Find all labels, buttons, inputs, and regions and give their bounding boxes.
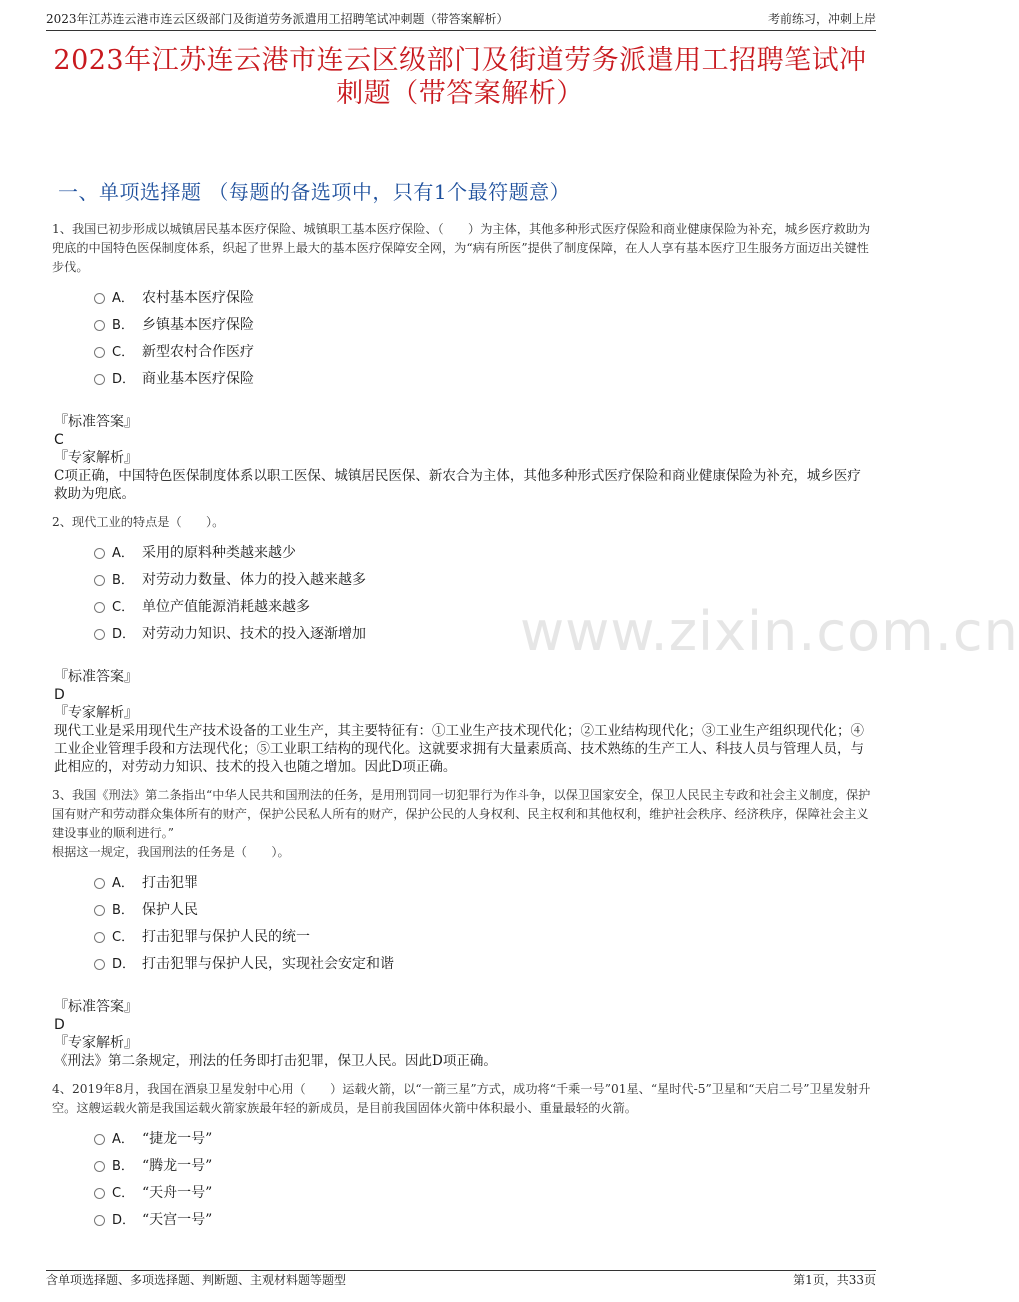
explanation-label: 『专家解析』 [54, 450, 138, 466]
footer-page-number: 第1页，共33页 [793, 1273, 876, 1287]
option-text: 打击犯罪 [142, 874, 198, 891]
option-d[interactable] [94, 619, 872, 646]
radio-button-icon[interactable] [94, 1215, 105, 1226]
option-a[interactable] [94, 283, 872, 310]
answer-block [52, 668, 872, 776]
question-stem: 1、我国已初步形成以城镇居民基本医疗保险、城镇职工基本医疗保险、（ ）为主体，其他多种形式医疗保险和商业健康保险为补充，城乡医疗救助为兜底的中国特色医保制度体系，织起了世界上最大的基本医疗保障安全网，为“病有所医”提供了制度保障，在人人享有基本医疗卫生服务方面迈出关键性步伐。 [52, 222, 871, 274]
option-text: 打击犯罪与保护人民的统一 [142, 928, 310, 945]
radio-button-icon[interactable] [94, 548, 105, 559]
explanation-label: 『专家解析』 [54, 1035, 138, 1051]
answer-label: 『标准答案』 [54, 999, 138, 1015]
option-b[interactable] [94, 565, 872, 592]
header-right-slogan: 考前练习，冲刺上岸 [767, 12, 876, 26]
radio-button-icon[interactable] [94, 1134, 105, 1145]
question-stem: 2、现代工业的特点是（ ）。 [52, 515, 225, 529]
option-d[interactable] [94, 364, 872, 391]
answer-block [52, 998, 872, 1070]
option-letter: C． [112, 600, 135, 615]
question-1 [52, 220, 872, 503]
option-list [94, 283, 872, 391]
header-left-title: 2023年江苏连云港市连云区级部门及街道劳务派遣用工招聘笔试冲刺题（带答案解析） [46, 12, 509, 26]
option-list [94, 868, 872, 976]
answer-label: 『标准答案』 [54, 414, 138, 430]
option-d[interactable] [94, 949, 872, 976]
explanation-text: 《刑法》第二条规定，刑法的任务即打击犯罪，保卫人民。因此D项正确。 [54, 1053, 497, 1069]
answer-value: C [54, 432, 64, 448]
answer-block [52, 413, 872, 503]
option-text: 打击犯罪与保护人民，实现社会安定和谐 [142, 955, 394, 972]
question-4 [52, 1080, 872, 1232]
watermark: www.zixin.com.cn [520, 600, 1019, 663]
answer-value: D [54, 1017, 65, 1033]
option-text: 保护人民 [142, 901, 198, 918]
question-stem: 根据这一规定，我国刑法的任务是（ ）。 [52, 845, 290, 859]
page-footer [46, 1270, 876, 1291]
radio-button-icon[interactable] [94, 629, 105, 640]
radio-button-icon[interactable] [94, 602, 105, 613]
option-b[interactable] [94, 310, 872, 337]
option-letter: C． [112, 930, 135, 945]
option-letter: C． [112, 1186, 135, 1201]
question-stem: 4、2019年8月，我国在酒泉卫星发射中心用（ ）运载火箭，以“一箭三星”方式，成功将“千乘一号”01星、“星时代-5”卫星和“天启二号”卫星发射升空。这艘运载火箭是我国运载火箭家族最年轻的新成员，是目前我国固体火箭中体积最小、重量最轻的火箭。 [52, 1082, 871, 1115]
option-c[interactable] [94, 592, 872, 619]
answer-label: 『标准答案』 [54, 669, 138, 685]
option-text: 农村基本医疗保险 [142, 289, 254, 306]
page-header [46, 10, 876, 31]
option-letter: A． [112, 546, 134, 561]
document-title: 2023年江苏连云港市连云区级部门及街道劳务派遣用工招聘笔试冲刺题（带答案解析） [53, 45, 867, 109]
option-letter: D． [112, 957, 136, 972]
question-3 [52, 786, 872, 1070]
option-letter: A． [112, 876, 134, 891]
question-list [52, 220, 872, 1242]
option-text: 乡镇基本医疗保险 [142, 316, 254, 333]
option-text: “天宫一号” [142, 1211, 213, 1228]
option-letter: A． [112, 1132, 134, 1147]
explanation-label: 『专家解析』 [54, 705, 138, 721]
question-2 [52, 513, 872, 776]
option-text: 新型农村合作医疗 [142, 343, 254, 360]
option-text: 商业基本医疗保险 [142, 370, 254, 387]
radio-button-icon[interactable] [94, 374, 105, 385]
option-a[interactable] [94, 868, 872, 895]
option-letter: B． [112, 1159, 134, 1174]
option-letter: D． [112, 372, 136, 387]
radio-button-icon[interactable] [94, 878, 105, 889]
radio-button-icon[interactable] [94, 1161, 105, 1172]
option-text: “天舟一号” [142, 1184, 213, 1201]
option-b[interactable] [94, 1151, 872, 1178]
radio-button-icon[interactable] [94, 293, 105, 304]
option-c[interactable] [94, 922, 872, 949]
option-letter: A． [112, 291, 134, 306]
option-c[interactable] [94, 1178, 872, 1205]
option-a[interactable] [94, 1124, 872, 1151]
radio-button-icon[interactable] [94, 932, 105, 943]
option-letter: D． [112, 1213, 136, 1228]
radio-button-icon[interactable] [94, 1188, 105, 1199]
option-text: 单位产值能源消耗越来越多 [142, 598, 310, 615]
option-letter: D． [112, 627, 136, 642]
radio-button-icon[interactable] [94, 959, 105, 970]
option-list [94, 1124, 872, 1232]
option-text: “腾龙一号” [142, 1157, 213, 1174]
explanation-text: 现代工业是采用现代生产技术设备的工业生产，其主要特征有：①工业生产技术现代化；②工业结构现代化；③工业生产组织现代化；④工业企业管理手段和方法现代化；⑤工业职工结构的现代化。这就要求拥有大量素质高、技术熟练的生产工人、科技人员与管理人员，与此相应的，对劳动力知识、技术的投入也随之增加。因此D项正确。 [54, 723, 864, 775]
option-letter: B． [112, 318, 134, 333]
option-list [94, 538, 872, 646]
option-letter: B． [112, 903, 134, 918]
option-text: “捷龙一号” [142, 1130, 213, 1147]
radio-button-icon[interactable] [94, 575, 105, 586]
option-d[interactable] [94, 1205, 872, 1232]
option-text: 对劳动力知识、技术的投入逐渐增加 [142, 625, 366, 642]
option-a[interactable] [94, 538, 872, 565]
radio-button-icon[interactable] [94, 320, 105, 331]
option-b[interactable] [94, 895, 872, 922]
radio-button-icon[interactable] [94, 347, 105, 358]
answer-value: D [54, 687, 65, 703]
explanation-text: C项正确，中国特色医保制度体系以职工医保、城镇居民医保、新农合为主体，其他多种形式医疗保险和商业健康保险为补充，城乡医疗救助为兜底。 [54, 468, 861, 502]
option-c[interactable] [94, 337, 872, 364]
footer-question-types: 含单项选择题、多项选择题、判断题、主观材料题等题型 [46, 1273, 347, 1287]
question-stem: 3、我国《刑法》第二条指出“中华人民共和国刑法的任务，是用刑罚同一切犯罪行为作斗争，以保卫国家安全，保卫人民民主专政和社会主义制度，保护国有财产和劳动群众集体所有的财产，保护公民私人所有的财产，保护公民的人身权利、民主权利和其他权利，维护社会秩序、经济秩序，保障社会主义建设事业的顺利进行。” [52, 788, 871, 840]
option-text: 采用的原料种类越来越少 [142, 544, 296, 561]
option-letter: C． [112, 345, 135, 360]
option-letter: B． [112, 573, 134, 588]
section-heading: 一、单项选择题 （每题的备选项中，只有1个最符题意） [58, 180, 571, 204]
radio-button-icon[interactable] [94, 905, 105, 916]
option-text: 对劳动力数量、体力的投入越来越多 [142, 571, 366, 588]
